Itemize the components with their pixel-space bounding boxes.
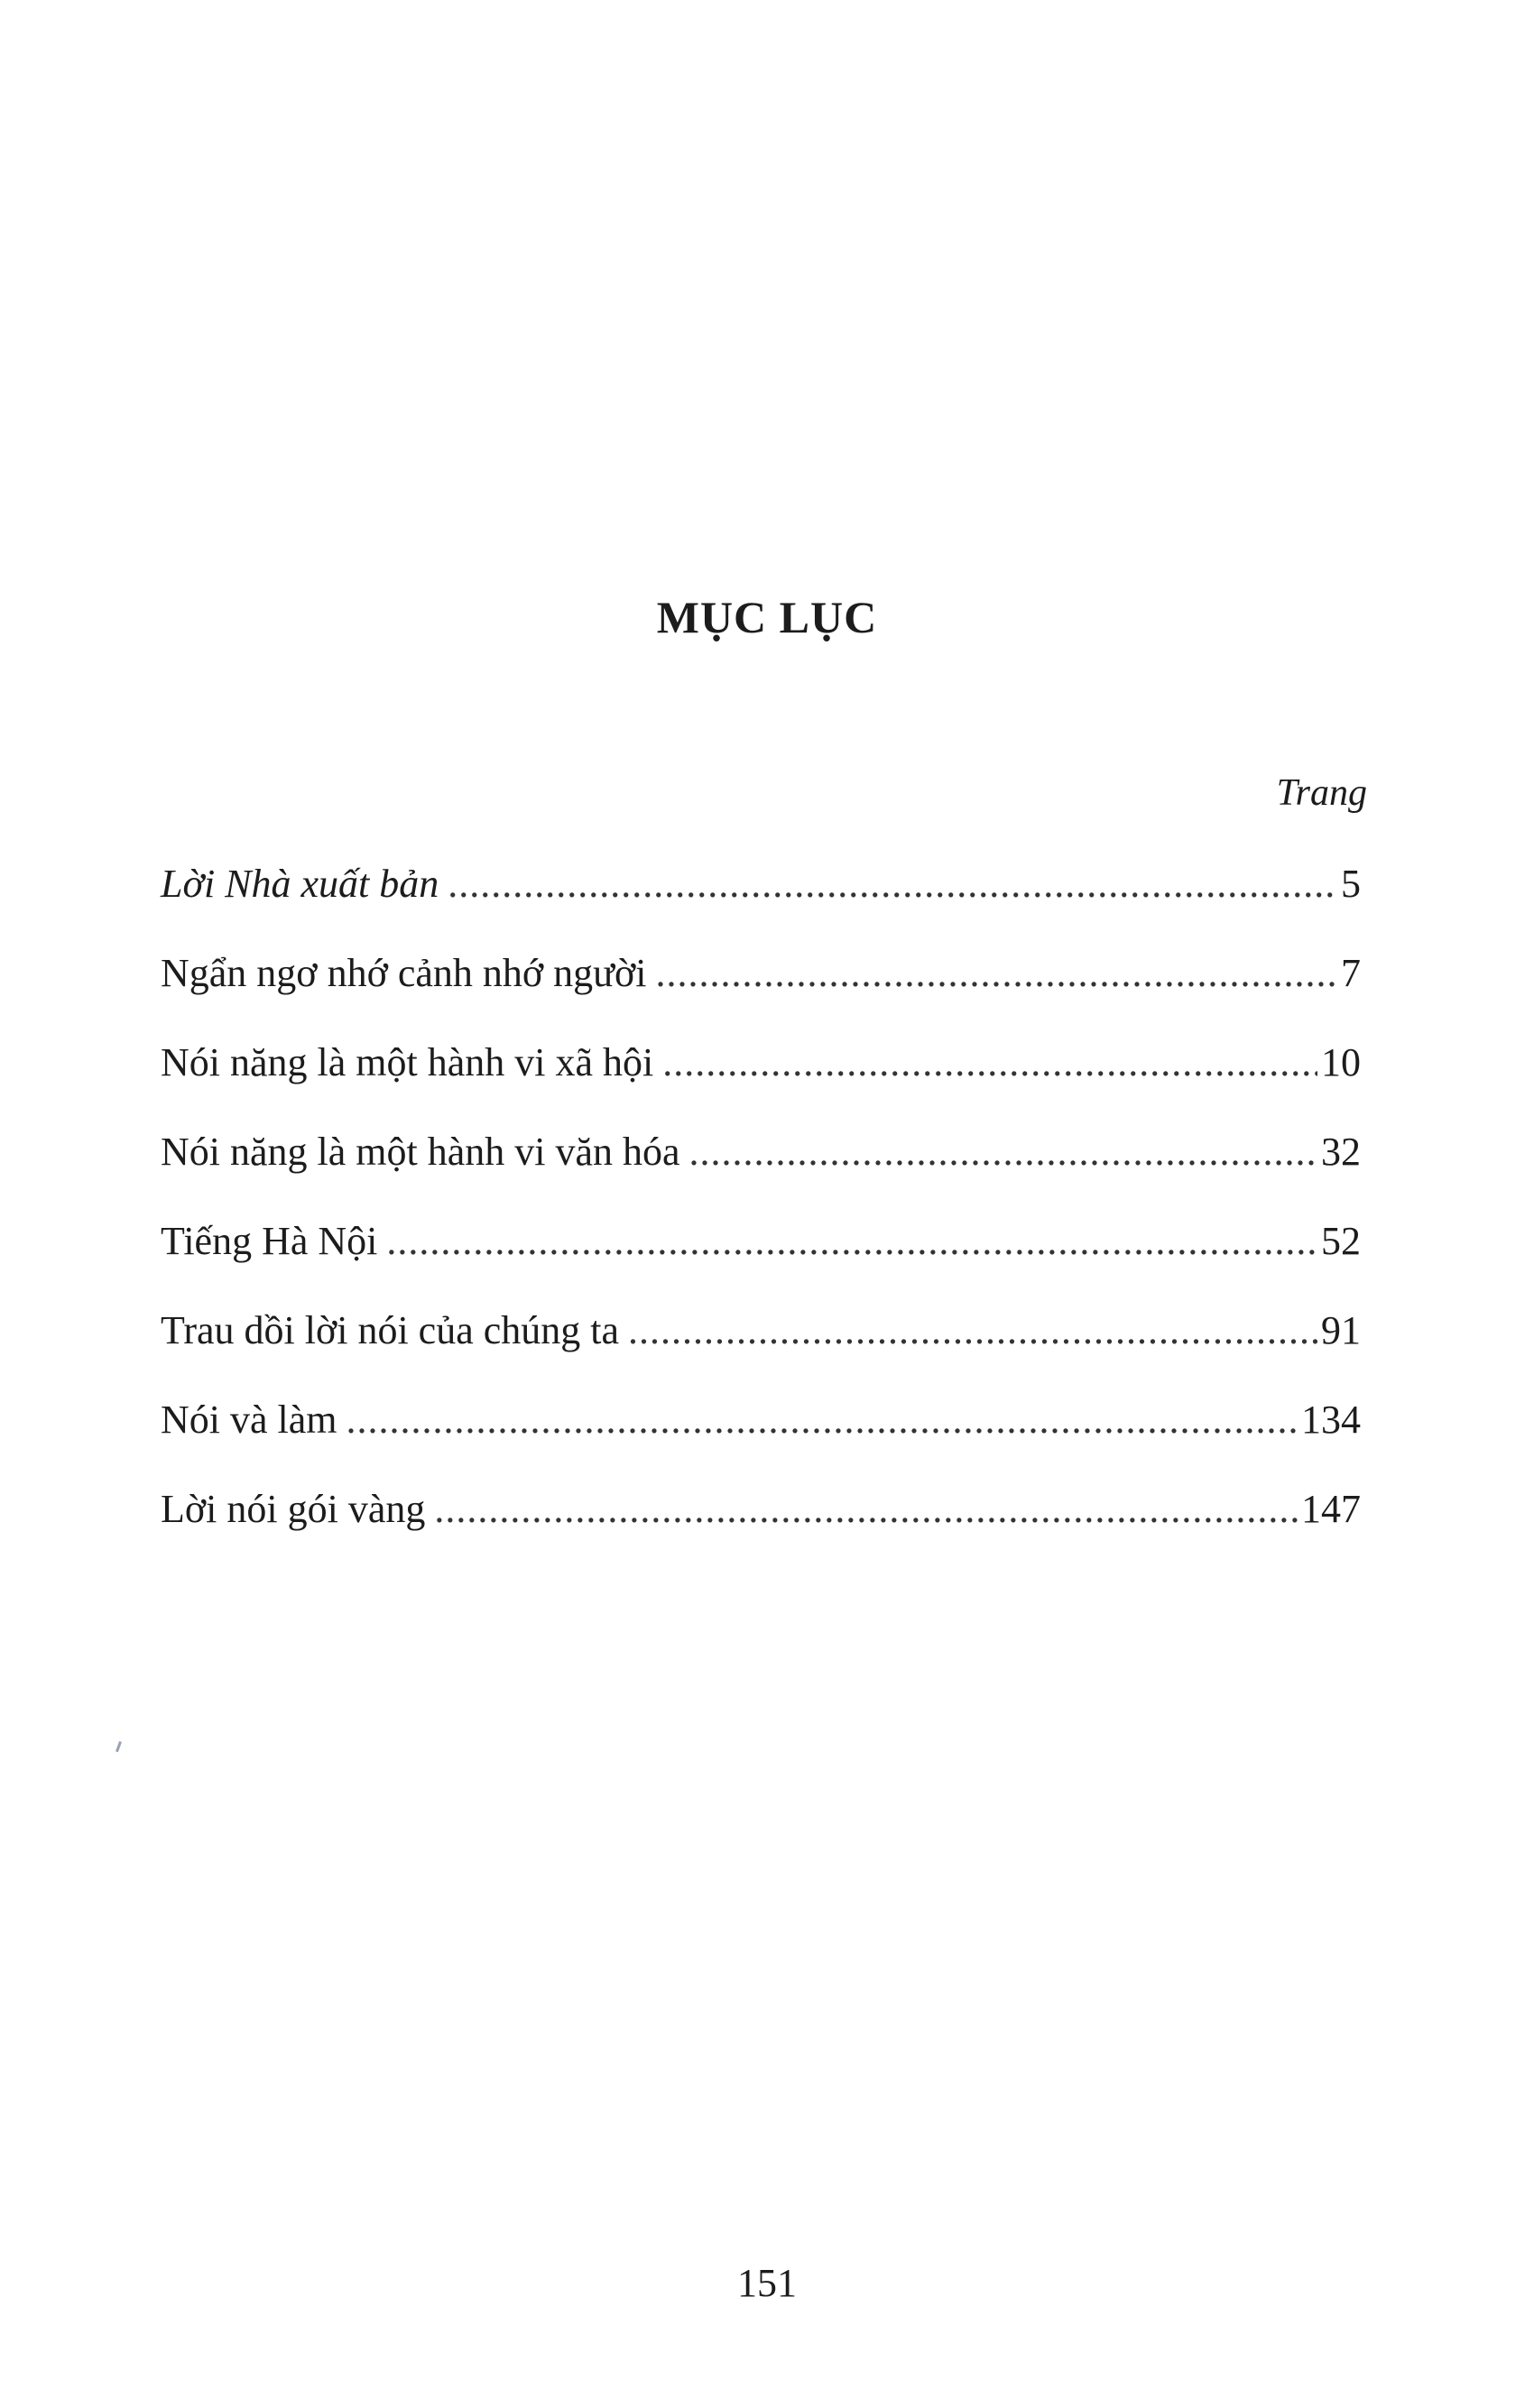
page-number: 151 — [737, 2261, 797, 2305]
toc-entry-page: 5 — [1341, 862, 1361, 906]
toc-entry-page: 52 — [1321, 1219, 1361, 1263]
toc-entry-title: Tiếng Hà Nội — [161, 1219, 378, 1263]
toc-entry — [161, 1214, 1361, 1304]
page-column-header: Trang — [1276, 772, 1367, 814]
toc-entry-title: Ngẩn ngơ nhớ cảnh nhớ người — [161, 951, 647, 995]
table-of-contents — [161, 857, 1361, 1572]
dot-leader — [386, 1214, 1317, 1269]
dot-leader — [689, 1125, 1317, 1179]
dot-leader — [656, 946, 1337, 1001]
toc-entry — [161, 857, 1361, 946]
dot-leader — [347, 1393, 1298, 1447]
dot-leader — [662, 1036, 1317, 1090]
dot-leader — [448, 857, 1337, 911]
toc-entry — [161, 946, 1361, 1036]
toc-entry-title: Trau dồi lời nói của chúng ta — [161, 1308, 620, 1352]
toc-entry-title: Lời nói gói vàng — [161, 1487, 426, 1531]
toc-entry-title: Nói năng là một hành vi văn hóa — [161, 1130, 680, 1174]
dot-leader — [434, 1482, 1298, 1536]
dot-leader — [628, 1304, 1317, 1358]
toc-entry-page: 7 — [1341, 951, 1361, 995]
toc-entry — [161, 1304, 1361, 1393]
toc-entry-page: 32 — [1321, 1130, 1361, 1174]
toc-entry-page: 134 — [1301, 1398, 1361, 1442]
toc-entry — [161, 1125, 1361, 1214]
page-title: MỤC LỤC — [656, 592, 878, 642]
toc-entry-page: 91 — [1321, 1308, 1361, 1352]
toc-entry-title: Nói và làm — [161, 1398, 337, 1442]
toc-entry — [161, 1393, 1361, 1482]
toc-entry-title: Lời Nhà xuất bản — [161, 862, 439, 906]
toc-entry — [161, 1036, 1361, 1125]
ink-speck — [116, 1741, 122, 1752]
toc-entry-page: 147 — [1301, 1487, 1361, 1531]
toc-entry-title: Nói năng là một hành vi xã hội — [161, 1040, 654, 1084]
toc-entry-page: 10 — [1321, 1040, 1361, 1084]
toc-entry — [161, 1482, 1361, 1572]
